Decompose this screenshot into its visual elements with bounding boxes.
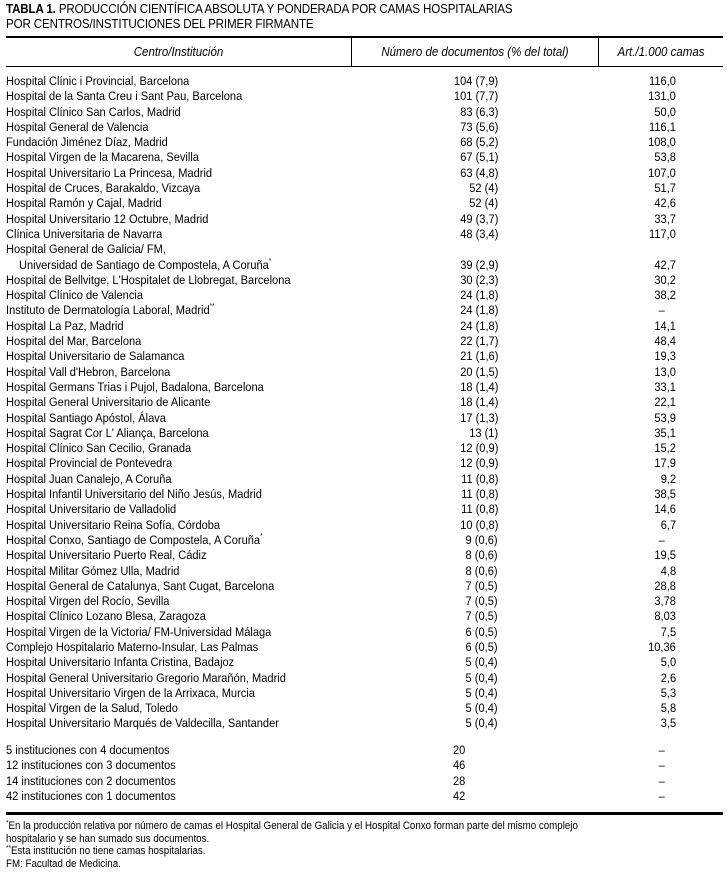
articles-per-1000-beds: 42,7 — [654, 257, 676, 272]
articles-per-1000-beds: 17,9 — [654, 456, 676, 471]
institution-name-text: Hospital Universitario 12 Octubre, Madrid — [6, 211, 209, 226]
summary-row — [0, 758, 727, 773]
table-row — [0, 258, 727, 273]
document-count: 52 (4) — [469, 181, 498, 196]
summary-row — [0, 774, 727, 789]
table-row — [0, 502, 727, 517]
table-row — [0, 242, 727, 257]
column-header-documentos: Número de documentos (% del total) — [381, 45, 569, 59]
institution-name-text: Hospital Virgen de la Macarena, Sevilla — [6, 150, 199, 165]
institution-name-text: Hospital Universitario Virgen de la Arrixaca, Murcia — [6, 685, 255, 700]
footnote-mark: * — [268, 257, 272, 265]
institution-name — [6, 579, 274, 594]
institution-name-text: Hospital General de Galicia/ FM, — [6, 242, 166, 257]
articles-per-1000-beds: 5,3 — [660, 685, 676, 700]
table-row — [0, 105, 727, 120]
articles-per-1000-beds: 33,1 — [654, 379, 676, 394]
note-3: FM: Facultad de Medicina. — [6, 857, 121, 870]
document-count: 101 (7,7) — [453, 89, 498, 104]
articles-per-1000-beds: 8,03 — [654, 609, 676, 624]
institution-name-text: Hospital Virgen de la Salud, Toledo — [6, 701, 178, 716]
table-summary — [0, 743, 727, 804]
document-count: 20 — [453, 743, 466, 757]
institution-name — [6, 74, 189, 89]
document-count: 52 (4) — [469, 196, 498, 211]
institution-name — [6, 196, 162, 211]
table-row — [0, 716, 727, 731]
table-row — [0, 640, 727, 655]
table-row — [0, 701, 727, 716]
table-body — [0, 74, 727, 732]
articles-per-1000-beds: 13,0 — [654, 364, 676, 379]
table-row — [0, 166, 727, 181]
institution-name — [6, 242, 166, 257]
table-row — [0, 625, 727, 640]
document-count: 11 (0,8) — [460, 487, 498, 502]
institution-name — [6, 89, 242, 104]
articles-per-1000-beds: 14,6 — [654, 502, 676, 517]
note-1-cont: hospitalario y se han sumado sus documentos. — [6, 832, 210, 845]
table-row — [0, 426, 727, 441]
institution-name — [6, 273, 291, 288]
document-count: 73 (5,6) — [459, 119, 498, 134]
institution-name-text: Hospital Conxo, Santiago de Compostela, A Coruña — [6, 532, 261, 547]
table-top-rule — [6, 36, 723, 38]
institution-name — [6, 701, 178, 716]
document-count: 49 (3,7) — [459, 211, 498, 226]
table-row — [0, 518, 727, 533]
articles-per-1000-beds: 116,1 — [649, 119, 676, 134]
column-header-camas: Art./1.000 camas — [617, 45, 705, 59]
table-notes — [6, 820, 668, 870]
institution-name — [6, 487, 262, 502]
articles-per-1000-beds: 35,1 — [654, 425, 676, 440]
articles-per-1000-beds: 53,9 — [654, 410, 676, 425]
table-row — [0, 349, 727, 364]
table-row — [0, 319, 727, 334]
articles-per-1000-beds: 10,36 — [648, 639, 676, 654]
document-count: 104 (7,9) — [453, 74, 498, 88]
institution-name — [6, 303, 215, 318]
table-row — [0, 655, 727, 670]
document-count: 22 (1,7) — [459, 334, 498, 349]
institution-name-text: Hospital Clínico San Carlos, Madrid — [6, 104, 181, 119]
institution-name-text: Hospital Sagrat Cor L' Aliança, Barcelona — [6, 425, 209, 440]
articles-per-1000-beds: 107,0 — [648, 165, 676, 180]
institution-name-text: Hospital Militar Gómez Ulla, Madrid — [6, 563, 180, 578]
institution-name-text: Hospital Santiago Apóstol, Álava — [6, 410, 166, 425]
institution-name-text: Hospital de Bellvitge, L'Hospitalet de Llobregat, Barcelona — [6, 272, 291, 287]
articles-per-1000-beds: 4,8 — [660, 563, 676, 578]
articles-per-1000-beds: 30,2 — [654, 272, 676, 287]
articles-per-1000-beds: 42,6 — [654, 196, 676, 211]
articles-per-1000-beds: 48,4 — [654, 334, 676, 349]
institution-name — [6, 150, 199, 165]
institution-name-text: Hospital Universitario Marqués de Valdecilla, Santander — [6, 716, 279, 731]
institution-name — [6, 135, 168, 150]
institution-name — [6, 441, 191, 456]
table-row — [0, 273, 727, 288]
articles-per-1000-beds: 6,7 — [660, 517, 676, 532]
institution-name-text: Hospital General de Catalunya, Sant Cugat, Barcelona — [6, 578, 275, 593]
table-row — [0, 548, 727, 563]
document-count: 39 (2,9) — [459, 257, 498, 272]
articles-per-1000-beds: 116,0 — [649, 74, 676, 88]
institution-name — [6, 686, 255, 701]
table-row — [0, 395, 727, 410]
table-row — [0, 303, 727, 318]
articles-per-1000-beds: – — [658, 532, 665, 547]
document-count: 18 (1,4) — [459, 395, 498, 410]
document-count: 7 (0,5) — [466, 594, 498, 609]
articles-per-1000-beds: 19,3 — [654, 349, 676, 364]
articles-per-1000-beds: 131,0 — [648, 89, 676, 104]
institution-name — [19, 258, 271, 273]
institution-name — [6, 625, 271, 640]
table-row — [0, 441, 727, 456]
institution-name-text: Hospital Universitario de Valladolid — [6, 502, 177, 517]
table-row — [0, 181, 727, 196]
institution-name — [6, 774, 176, 789]
table-row — [0, 89, 727, 104]
document-count: 48 (3,4) — [459, 226, 498, 241]
institution-name-text: Hospital General de Valencia — [6, 119, 149, 134]
table-row — [0, 380, 727, 395]
table-row — [0, 487, 727, 502]
articles-per-1000-beds: – — [658, 788, 665, 803]
table-row — [0, 411, 727, 426]
document-count: 67 (5,1) — [459, 150, 498, 165]
note-1-mark: * — [6, 820, 9, 827]
institution-name-text: Hospital Virgen de la Victoria/ FM-Universidad Málaga — [6, 624, 272, 639]
institution-name — [6, 411, 166, 426]
table-row — [0, 227, 727, 242]
document-count: 12 (0,9) — [459, 456, 498, 471]
institution-name-text: Hospital de Cruces, Barakaldo, Vizcaya — [6, 181, 201, 196]
articles-per-1000-beds: – — [658, 743, 665, 757]
document-count: 83 (6,3) — [459, 104, 498, 119]
document-count: 24 (1,8) — [459, 303, 498, 318]
document-count: 12 (0,9) — [459, 441, 498, 456]
table-title-line1: PRODUCCIÓN CIENTÍFICA ABSOLUTA Y PONDERADA POR CAMAS HOSPITALARIAS — [55, 2, 513, 16]
institution-name — [6, 365, 170, 380]
institution-name-text: Hospital Universitario Reina Sofía, Córdoba — [6, 517, 221, 532]
document-count: 17 (1,3) — [459, 410, 498, 425]
articles-per-1000-beds: 22,1 — [654, 395, 676, 410]
articles-per-1000-beds: 51,7 — [654, 181, 676, 196]
document-count: 5 (0,4) — [466, 716, 498, 731]
note-2 — [6, 845, 668, 858]
document-count: 18 (1,4) — [459, 379, 498, 394]
institution-name-text: Hospital Universitario de Salamanca — [6, 349, 185, 364]
institution-name-text: 42 instituciones con 1 documentos — [6, 788, 176, 803]
institution-name-text: Hospital del Mar, Barcelona — [6, 334, 142, 349]
institution-name-text: Complejo Hospitalario Materno-Insular, Las Palmas — [6, 639, 259, 654]
institution-name — [6, 472, 172, 487]
institution-name-text: Hospital Universitario Infanta Cristina, Badajoz — [6, 655, 235, 670]
institution-name — [6, 212, 208, 227]
document-count: 8 (0,6) — [466, 548, 498, 563]
institution-name-text: Hospital Ramón y Cajal, Madrid — [6, 196, 162, 211]
articles-per-1000-beds: 38,5 — [654, 487, 676, 502]
institution-name — [6, 655, 234, 670]
institution-name-text: 5 instituciones con 4 documentos — [6, 743, 170, 757]
articles-per-1000-beds: – — [658, 303, 665, 318]
document-count: 7 (0,5) — [466, 609, 498, 624]
table-row — [0, 334, 727, 349]
summary-row — [0, 789, 727, 804]
table-row — [0, 120, 727, 135]
table-row — [0, 533, 727, 548]
document-count: 11 (0,8) — [460, 471, 498, 486]
institution-name — [6, 456, 172, 471]
articles-per-1000-beds: 3,5 — [660, 716, 676, 731]
document-count: 7 (0,5) — [466, 578, 498, 593]
document-count: 6 (0,5) — [466, 639, 498, 654]
document-count: 8 (0,6) — [466, 563, 498, 578]
institution-name — [6, 548, 207, 563]
articles-per-1000-beds: 14,1 — [654, 318, 676, 333]
table-row — [0, 564, 727, 579]
table-row — [0, 594, 727, 609]
document-count: 42 — [453, 788, 466, 803]
institution-name-text: Hospital La Paz, Madrid — [6, 318, 124, 333]
institution-name-text: Hospital Infantil Universitario del Niño Jesús, Madrid — [6, 487, 262, 502]
articles-per-1000-beds: 53,8 — [654, 150, 676, 165]
institution-name — [6, 288, 143, 303]
note-2-mark: ** — [6, 845, 12, 853]
institution-name-text: 12 instituciones con 3 documentos — [6, 758, 176, 773]
header-bottom-rule — [6, 66, 723, 67]
institution-name-text: Hospital de la Santa Creu i Sant Pau, Barcelona — [6, 89, 243, 104]
institution-name — [6, 671, 286, 686]
document-count: 20 (1,5) — [459, 364, 498, 379]
articles-per-1000-beds: – — [658, 758, 665, 773]
column-header-centro: Centro/Institución — [133, 45, 224, 59]
document-count: 21 (1,6) — [459, 349, 498, 364]
institution-name — [6, 758, 176, 773]
institution-name — [6, 227, 162, 242]
document-count: 68 (5,2) — [459, 135, 498, 150]
table-row — [0, 196, 727, 211]
institution-name-text: Hospital Virgen del Rocío, Sevilla — [6, 594, 170, 609]
document-count: 24 (1,8) — [459, 318, 498, 333]
table-row — [0, 212, 727, 227]
document-count: 13 (1) — [469, 425, 498, 440]
column-separator — [598, 38, 599, 66]
institution-name-text: 14 instituciones con 2 documentos — [6, 773, 176, 788]
document-count: 9 (0,6) — [466, 532, 498, 547]
institution-name-text: Hospital Universitario Puerto Real, Cádiz — [6, 548, 207, 563]
table-row — [0, 472, 727, 487]
institution-name — [6, 181, 200, 196]
institution-name — [6, 640, 258, 655]
institution-name — [6, 502, 176, 517]
institution-name-text: Hospital General Universitario Gregorio Marañón, Madrid — [6, 670, 286, 685]
institution-name-text: Hospital Provincial de Pontevedra — [6, 456, 173, 471]
institution-name — [6, 789, 176, 804]
table-row — [0, 686, 727, 701]
footnote-mark: ** — [209, 303, 215, 311]
table-row — [0, 579, 727, 594]
table-row — [0, 365, 727, 380]
footnote-mark: * — [260, 532, 263, 540]
table-row — [0, 671, 727, 686]
table-row — [0, 288, 727, 303]
institution-name-text: Hospital General Universitario de Alicante — [6, 395, 211, 410]
articles-per-1000-beds: 19,5 — [654, 548, 676, 563]
institution-name-text: Hospital Vall d'Hebron, Barcelona — [6, 364, 171, 379]
institution-name — [6, 716, 279, 731]
institution-name — [6, 120, 149, 135]
articles-per-1000-beds: 117,0 — [649, 226, 676, 241]
institution-name-text: Instituto de Dermatología Laboral, Madrid — [6, 303, 210, 318]
document-count: 30 (2,3) — [459, 272, 498, 287]
document-count: 5 (0,4) — [466, 655, 498, 670]
document-count: 11 (0,8) — [460, 502, 498, 517]
institution-name — [6, 426, 209, 441]
document-count: 6 (0,5) — [466, 624, 498, 639]
table-row — [0, 135, 727, 150]
institution-name — [6, 743, 170, 758]
articles-per-1000-beds: 7,5 — [660, 624, 676, 639]
institution-name — [6, 533, 263, 548]
institution-name-text: Fundación Jiménez Díaz, Madrid — [6, 135, 168, 150]
note-2-text: Esta institución no tiene camas hospitalarias. — [11, 845, 206, 858]
document-count: 63 (4,8) — [459, 165, 498, 180]
institution-name-text: Clínica Universitaria de Navarra — [6, 226, 163, 241]
articles-per-1000-beds: 28,8 — [654, 578, 676, 593]
document-count: 28 — [453, 773, 466, 788]
table-bottom-rule — [6, 812, 723, 815]
note-1-text: En la producción relativa por número de camas el Hospital General de Galicia y el Hospital Conxo forman parte del mismo complejo — [8, 820, 578, 832]
articles-per-1000-beds: 3,78 — [654, 594, 676, 609]
articles-per-1000-beds: 33,7 — [654, 211, 676, 226]
document-count: 5 (0,4) — [466, 701, 498, 716]
institution-name-text: Hospital Germans Trias i Pujol, Badalona, Barcelona — [6, 379, 264, 394]
institution-name — [6, 609, 206, 624]
table-row — [0, 609, 727, 624]
institution-name — [6, 380, 264, 395]
articles-per-1000-beds: 5,0 — [660, 655, 676, 670]
institution-name — [6, 349, 184, 364]
institution-name — [6, 564, 179, 579]
institution-name — [6, 319, 123, 334]
table-row — [0, 150, 727, 165]
column-separator — [351, 38, 352, 66]
table-row — [0, 74, 727, 89]
institution-name — [6, 166, 212, 181]
articles-per-1000-beds: 38,2 — [654, 288, 676, 303]
institution-name-text: Hospital Clínico Lozano Blesa, Zaragoza — [6, 609, 206, 624]
institution-name — [6, 594, 169, 609]
articles-per-1000-beds: 5,8 — [660, 701, 676, 716]
summary-row — [0, 743, 727, 758]
institution-name-text: Hospital Clínico de Valencia — [6, 288, 143, 303]
document-count: 5 (0,4) — [466, 685, 498, 700]
document-count: 5 (0,4) — [466, 670, 498, 685]
institution-name — [6, 105, 181, 120]
institution-name — [6, 518, 220, 533]
articles-per-1000-beds: 50,0 — [654, 104, 676, 119]
institution-name-text: Hospital Juan Canalejo, A Coruña — [6, 471, 172, 486]
institution-name-text: Universidad de Santiago de Compostela, A Coruña — [19, 257, 269, 272]
note-1 — [6, 820, 668, 833]
articles-per-1000-beds: 15,2 — [654, 441, 676, 456]
institution-name — [6, 334, 141, 349]
articles-per-1000-beds: 108,0 — [648, 135, 676, 150]
document-count: 46 — [453, 758, 466, 773]
institution-name-text: Hospital Universitario La Princesa, Madrid — [6, 165, 213, 180]
table-title-line2: POR CENTROS/INSTITUCIONES DEL PRIMER FIRMANTE — [6, 17, 314, 31]
table-title — [6, 2, 512, 32]
articles-per-1000-beds: – — [658, 773, 665, 788]
institution-name-text: Hospital Clínico San Cecilio, Granada — [6, 441, 192, 456]
institution-name — [6, 395, 210, 410]
institution-name-text: Hospital Clínic i Provincial, Barcelona — [6, 74, 190, 88]
document-count: 10 (0,8) — [459, 517, 498, 532]
table-label: TABLA 1. — [6, 2, 56, 16]
document-count: 24 (1,8) — [459, 288, 498, 303]
articles-per-1000-beds: 9,2 — [660, 471, 676, 486]
articles-per-1000-beds: 2,6 — [660, 670, 676, 685]
table-row — [0, 456, 727, 471]
